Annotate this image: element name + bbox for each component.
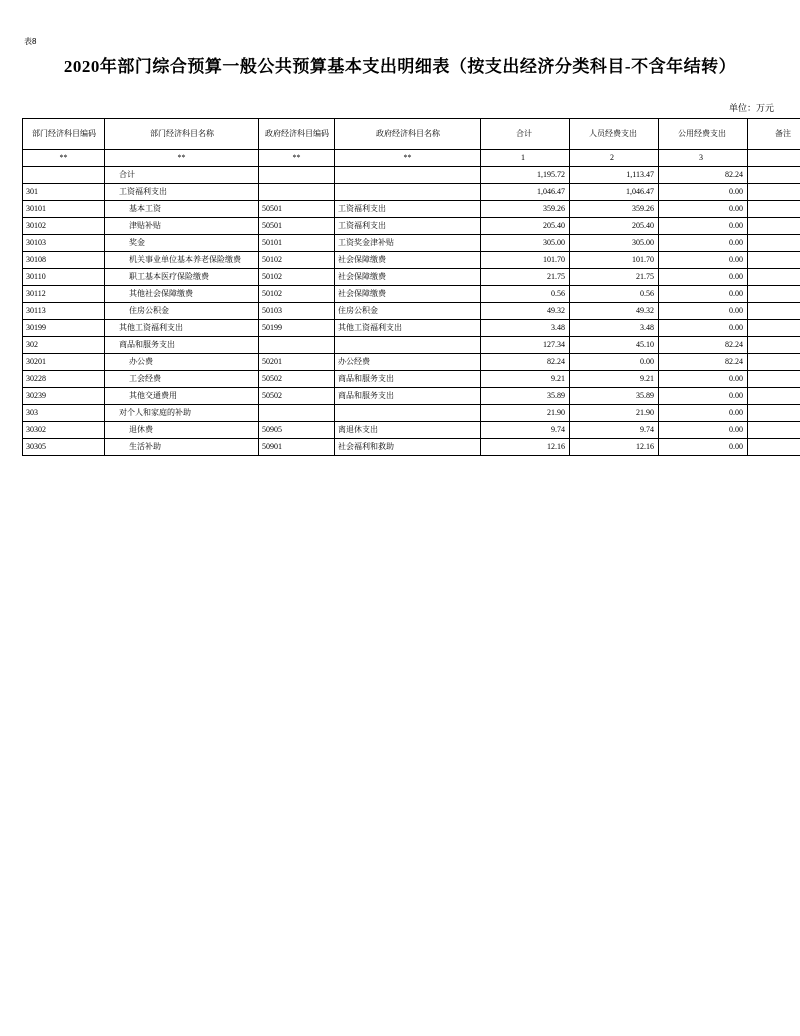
cell-gov-code — [259, 405, 335, 422]
cell-gov-name: 工资奖金津补贴 — [335, 235, 481, 252]
cell-public: 0.00 — [659, 235, 748, 252]
cell-dept-name: 奖金 — [105, 235, 259, 252]
cell-dept-name: 工会经费 — [105, 371, 259, 388]
subheader-total: 1 — [481, 150, 570, 167]
cell-gov-code: 50901 — [259, 439, 335, 456]
cell-dept-code — [23, 167, 105, 184]
cell-dept-name: 其他工资福利支出 — [105, 320, 259, 337]
cell-public: 0.00 — [659, 269, 748, 286]
cell-personnel: 205.40 — [570, 218, 659, 235]
budget-table — [22, 118, 800, 456]
cell-remark — [748, 286, 800, 303]
table-row — [23, 167, 800, 184]
col-header-dept-code: 部门经济科目编码 — [23, 119, 105, 150]
cell-remark — [748, 303, 800, 320]
subheader-gov-code: ** — [259, 150, 335, 167]
cell-total: 82.24 — [481, 354, 570, 371]
cell-personnel: 0.00 — [570, 354, 659, 371]
cell-total: 12.16 — [481, 439, 570, 456]
cell-gov-name: 社会保障缴费 — [335, 252, 481, 269]
cell-gov-name: 工资福利支出 — [335, 201, 481, 218]
cell-personnel: 101.70 — [570, 252, 659, 269]
cell-dept-code: 30305 — [23, 439, 105, 456]
table-header-row — [23, 119, 800, 150]
cell-dept-code: 30103 — [23, 235, 105, 252]
cell-dept-code: 303 — [23, 405, 105, 422]
table-body — [23, 150, 800, 456]
cell-remark — [748, 422, 800, 439]
cell-personnel: 35.89 — [570, 388, 659, 405]
table-row — [23, 235, 800, 252]
cell-dept-name: 生活补助 — [105, 439, 259, 456]
cell-gov-name — [335, 405, 481, 422]
cell-public: 0.00 — [659, 303, 748, 320]
cell-gov-code — [259, 167, 335, 184]
cell-total: 1,195.72 — [481, 167, 570, 184]
sheet-number: 表8 — [24, 37, 37, 46]
table-row — [23, 201, 800, 218]
col-header-gov-code: 政府经济科目编码 — [259, 119, 335, 150]
table-row — [23, 388, 800, 405]
cell-remark — [748, 388, 800, 405]
cell-remark — [748, 269, 800, 286]
cell-dept-name: 津贴补贴 — [105, 218, 259, 235]
cell-gov-code: 50102 — [259, 286, 335, 303]
cell-personnel: 12.16 — [570, 439, 659, 456]
cell-public: 0.00 — [659, 252, 748, 269]
cell-dept-code: 30302 — [23, 422, 105, 439]
cell-total: 205.40 — [481, 218, 570, 235]
cell-remark — [748, 405, 800, 422]
cell-dept-name: 职工基本医疗保险缴费 — [105, 269, 259, 286]
cell-gov-name — [335, 184, 481, 201]
table-row — [23, 354, 800, 371]
cell-public: 0.00 — [659, 371, 748, 388]
cell-personnel: 21.75 — [570, 269, 659, 286]
cell-remark — [748, 320, 800, 337]
table-header — [23, 119, 800, 150]
cell-dept-code: 30113 — [23, 303, 105, 320]
cell-dept-code: 30239 — [23, 388, 105, 405]
cell-total: 0.56 — [481, 286, 570, 303]
cell-gov-name: 社会保障缴费 — [335, 269, 481, 286]
cell-gov-code — [259, 337, 335, 354]
cell-total: 359.26 — [481, 201, 570, 218]
cell-total: 49.32 — [481, 303, 570, 320]
cell-public: 0.00 — [659, 286, 748, 303]
cell-dept-code: 30101 — [23, 201, 105, 218]
table-subheader-row — [23, 150, 800, 167]
cell-dept-code: 301 — [23, 184, 105, 201]
subheader-remark — [748, 150, 800, 167]
table-row — [23, 422, 800, 439]
cell-dept-name: 对个人和家庭的补助 — [105, 405, 259, 422]
cell-personnel: 1,046.47 — [570, 184, 659, 201]
cell-gov-name: 离退休支出 — [335, 422, 481, 439]
table-row — [23, 439, 800, 456]
table-row — [23, 320, 800, 337]
subheader-personnel: 2 — [570, 150, 659, 167]
col-header-remark: 备注 — [748, 119, 800, 150]
cell-personnel: 359.26 — [570, 201, 659, 218]
cell-dept-code: 30112 — [23, 286, 105, 303]
cell-remark — [748, 354, 800, 371]
cell-remark — [748, 218, 800, 235]
cell-remark — [748, 184, 800, 201]
subheader-dept-code: ** — [23, 150, 105, 167]
subheader-public: 3 — [659, 150, 748, 167]
cell-remark — [748, 235, 800, 252]
cell-dept-name: 商品和服务支出 — [105, 337, 259, 354]
cell-gov-code: 50502 — [259, 388, 335, 405]
cell-public: 0.00 — [659, 405, 748, 422]
cell-personnel: 305.00 — [570, 235, 659, 252]
cell-gov-code: 50201 — [259, 354, 335, 371]
table-row — [23, 218, 800, 235]
cell-dept-code: 30199 — [23, 320, 105, 337]
cell-gov-name: 其他工资福利支出 — [335, 320, 481, 337]
cell-remark — [748, 201, 800, 218]
unit-note: 单位：万元 — [728, 103, 774, 113]
table-row — [23, 286, 800, 303]
col-header-total: 合计 — [481, 119, 570, 150]
cell-total: 127.34 — [481, 337, 570, 354]
cell-total: 305.00 — [481, 235, 570, 252]
cell-gov-code: 50905 — [259, 422, 335, 439]
cell-gov-code: 50501 — [259, 201, 335, 218]
cell-public: 0.00 — [659, 320, 748, 337]
table-row — [23, 252, 800, 269]
cell-personnel: 45.10 — [570, 337, 659, 354]
cell-total: 1,046.47 — [481, 184, 570, 201]
cell-gov-name — [335, 337, 481, 354]
page-title: 2020年部门综合预算一般公共预算基本支出明细表（按支出经济分类科目-不含年结转） — [63, 57, 737, 76]
cell-dept-code: 30102 — [23, 218, 105, 235]
cell-personnel: 21.90 — [570, 405, 659, 422]
cell-gov-name: 社会福利和救助 — [335, 439, 481, 456]
cell-gov-code: 50502 — [259, 371, 335, 388]
cell-gov-code: 50101 — [259, 235, 335, 252]
col-header-dept-name: 部门经济科目名称 — [105, 119, 259, 150]
table-row — [23, 269, 800, 286]
cell-gov-name: 工资福利支出 — [335, 218, 481, 235]
cell-public: 0.00 — [659, 388, 748, 405]
cell-gov-code — [259, 184, 335, 201]
cell-remark — [748, 252, 800, 269]
cell-personnel: 9.74 — [570, 422, 659, 439]
cell-dept-name: 其他交通费用 — [105, 388, 259, 405]
cell-public: 82.24 — [659, 167, 748, 184]
cell-total: 21.90 — [481, 405, 570, 422]
cell-personnel: 49.32 — [570, 303, 659, 320]
cell-personnel: 1,113.47 — [570, 167, 659, 184]
cell-gov-code: 50102 — [259, 252, 335, 269]
cell-public: 0.00 — [659, 184, 748, 201]
cell-gov-code: 50103 — [259, 303, 335, 320]
cell-dept-name: 退休费 — [105, 422, 259, 439]
cell-dept-name: 住房公积金 — [105, 303, 259, 320]
table-row — [23, 303, 800, 320]
cell-total: 21.75 — [481, 269, 570, 286]
subheader-gov-name: ** — [335, 150, 481, 167]
cell-public: 82.24 — [659, 354, 748, 371]
cell-public: 0.00 — [659, 422, 748, 439]
col-header-gov-name: 政府经济科目名称 — [335, 119, 481, 150]
cell-gov-name — [335, 167, 481, 184]
cell-gov-code: 50199 — [259, 320, 335, 337]
cell-gov-name: 商品和服务支出 — [335, 388, 481, 405]
cell-dept-code: 30201 — [23, 354, 105, 371]
cell-dept-code: 30228 — [23, 371, 105, 388]
table-row — [23, 371, 800, 388]
cell-dept-name: 机关事业单位基本养老保险缴费 — [105, 252, 259, 269]
cell-dept-name: 其他社会保障缴费 — [105, 286, 259, 303]
cell-dept-name: 基本工资 — [105, 201, 259, 218]
cell-dept-code: 302 — [23, 337, 105, 354]
table-row — [23, 405, 800, 422]
cell-public: 0.00 — [659, 218, 748, 235]
cell-public: 82.24 — [659, 337, 748, 354]
cell-gov-name: 办公经费 — [335, 354, 481, 371]
cell-total: 3.48 — [481, 320, 570, 337]
cell-gov-name: 社会保障缴费 — [335, 286, 481, 303]
cell-remark — [748, 337, 800, 354]
cell-total: 35.89 — [481, 388, 570, 405]
cell-gov-code: 50501 — [259, 218, 335, 235]
cell-total: 101.70 — [481, 252, 570, 269]
cell-gov-name: 商品和服务支出 — [335, 371, 481, 388]
cell-personnel: 0.56 — [570, 286, 659, 303]
col-header-public: 公用经费支出 — [659, 119, 748, 150]
cell-personnel: 3.48 — [570, 320, 659, 337]
cell-remark — [748, 439, 800, 456]
cell-total: 9.21 — [481, 371, 570, 388]
cell-remark — [748, 167, 800, 184]
cell-public: 0.00 — [659, 439, 748, 456]
cell-dept-name: 办公费 — [105, 354, 259, 371]
col-header-personnel: 人员经费支出 — [570, 119, 659, 150]
subheader-dept-name: ** — [105, 150, 259, 167]
cell-dept-code: 30108 — [23, 252, 105, 269]
cell-public: 0.00 — [659, 201, 748, 218]
cell-gov-code: 50102 — [259, 269, 335, 286]
cell-personnel: 9.21 — [570, 371, 659, 388]
cell-dept-code: 30110 — [23, 269, 105, 286]
cell-dept-name: 合计 — [105, 167, 259, 184]
table-row — [23, 337, 800, 354]
cell-dept-name: 工资福利支出 — [105, 184, 259, 201]
table-row — [23, 184, 800, 201]
cell-gov-name: 住房公积金 — [335, 303, 481, 320]
cell-remark — [748, 371, 800, 388]
cell-total: 9.74 — [481, 422, 570, 439]
